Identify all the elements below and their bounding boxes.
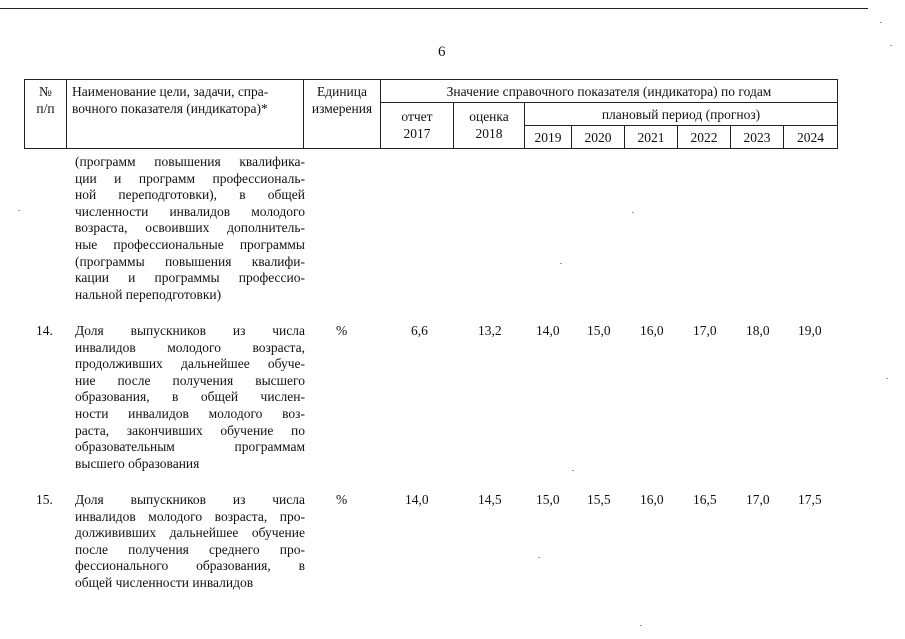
desc-line: ной переподготовки), в общей — [75, 187, 305, 203]
header-report-year: 2017 — [403, 126, 431, 141]
row-15-number: 15. — [36, 492, 53, 507]
row-15-unit: % — [336, 492, 348, 507]
row-15-value-2018: 14,5 — [478, 492, 502, 507]
desc-line: общей численности инвалидов — [75, 574, 254, 590]
row-15-value-2019: 15,0 — [536, 492, 560, 507]
header-year-2022: 2022 — [677, 125, 731, 149]
desc-line: фессионального образования, в — [75, 558, 305, 574]
desc-line: ные профессиональные программы — [75, 236, 305, 252]
scan-speck — [560, 263, 562, 264]
top-rule — [0, 8, 868, 9]
row-14-value-2021: 16,0 — [640, 323, 664, 338]
row-14-number: 14. — [36, 323, 53, 338]
row-14-value-2018: 13,2 — [478, 323, 502, 338]
header-year-2021: 2021 — [624, 125, 678, 149]
scan-speck — [886, 378, 888, 379]
header-name-line1: Наименование цели, задачи, спра- — [72, 84, 269, 99]
row-15-description — [75, 492, 305, 592]
row-14-unit: % — [336, 323, 348, 338]
row-15-value-2020: 15,5 — [587, 492, 611, 507]
header-year-2019: 2019 — [524, 125, 572, 149]
header-num — [24, 79, 67, 149]
desc-line: ности инвалидов молодого воз- — [75, 405, 305, 421]
row-15-value-2023: 17,0 — [746, 492, 770, 507]
desc-line: раста, закончивших обучение по — [75, 422, 305, 438]
header-report — [380, 102, 454, 149]
desc-line: ние после получения высшего — [75, 372, 305, 388]
header-year-2024: 2024 — [783, 125, 838, 149]
header-estimate-year: 2018 — [475, 126, 503, 141]
header-estimate — [453, 102, 525, 149]
row-14-value-2022: 17,0 — [693, 323, 717, 338]
header-values: Значение справочного показателя (индикатора) по годам — [380, 79, 838, 103]
header-year-2020: 2020 — [571, 125, 625, 149]
desc-line: инвалидов молодого возраста, — [75, 339, 305, 355]
desc-line: продолживших дальнейшее обуче- — [75, 356, 305, 372]
page-number: 6 — [438, 44, 446, 60]
row-14-value-2023: 18,0 — [746, 323, 770, 338]
header-num-line2: п/п — [36, 101, 55, 116]
desc-line: инвалидов молодого возраста, про- — [75, 508, 305, 524]
row-continuation-description — [75, 154, 305, 303]
row-15-value-2024: 17,5 — [798, 492, 822, 507]
row-14-description — [75, 323, 305, 472]
desc-line: (программы повышения квалифи- — [75, 253, 305, 269]
header-unit-line2: измерения — [311, 101, 373, 116]
desc-line: численности инвалидов молодого — [75, 203, 305, 219]
header-name — [66, 79, 304, 149]
scan-speck — [572, 470, 574, 471]
desc-line: образования, в общей числен- — [75, 389, 305, 405]
desc-line: возраста, освоивших дополнитель- — [75, 220, 305, 236]
row-15-value-2017: 14,0 — [405, 492, 429, 507]
desc-line: кации и программы профессио- — [75, 270, 305, 286]
row-15-value-2021: 16,0 — [640, 492, 664, 507]
desc-line: (программ повышения квалифика- — [75, 154, 305, 169]
scan-speck — [632, 212, 634, 213]
header-report-label: отчет — [401, 109, 433, 124]
scan-speck — [890, 45, 892, 46]
desc-line: нальной переподготовки) — [75, 286, 222, 302]
scan-speck — [538, 557, 540, 558]
desc-line: Доля выпускников из числа — [75, 492, 305, 507]
row-14-value-2019: 14,0 — [536, 323, 560, 338]
header-name-line2: вочного показателя (индикатора)* — [72, 101, 268, 116]
row-14-value-2020: 15,0 — [587, 323, 611, 338]
desc-line: высшего образования — [75, 455, 200, 471]
header-year-2023: 2023 — [730, 125, 784, 149]
header-unit — [303, 79, 381, 149]
desc-line: Доля выпускников из числа — [75, 323, 305, 338]
row-15-value-2022: 16,5 — [693, 492, 717, 507]
row-14-value-2017: 6,6 — [411, 323, 428, 338]
desc-line: должививших дальнейшее обучение — [75, 525, 305, 541]
scan-speck — [880, 22, 882, 23]
desc-line: после получения среднего про- — [75, 541, 305, 557]
header-estimate-label: оценка — [469, 109, 509, 124]
header-plan-period: плановый период (прогноз) — [524, 102, 838, 126]
header-num-line1: № — [39, 84, 52, 99]
desc-line: ции и программ профессиональ- — [75, 170, 305, 186]
scan-speck — [18, 210, 20, 211]
row-14-value-2024: 19,0 — [798, 323, 822, 338]
scan-speck — [640, 625, 642, 626]
header-unit-line1: Единица — [316, 84, 367, 99]
desc-line: образовательным программам — [75, 439, 305, 455]
